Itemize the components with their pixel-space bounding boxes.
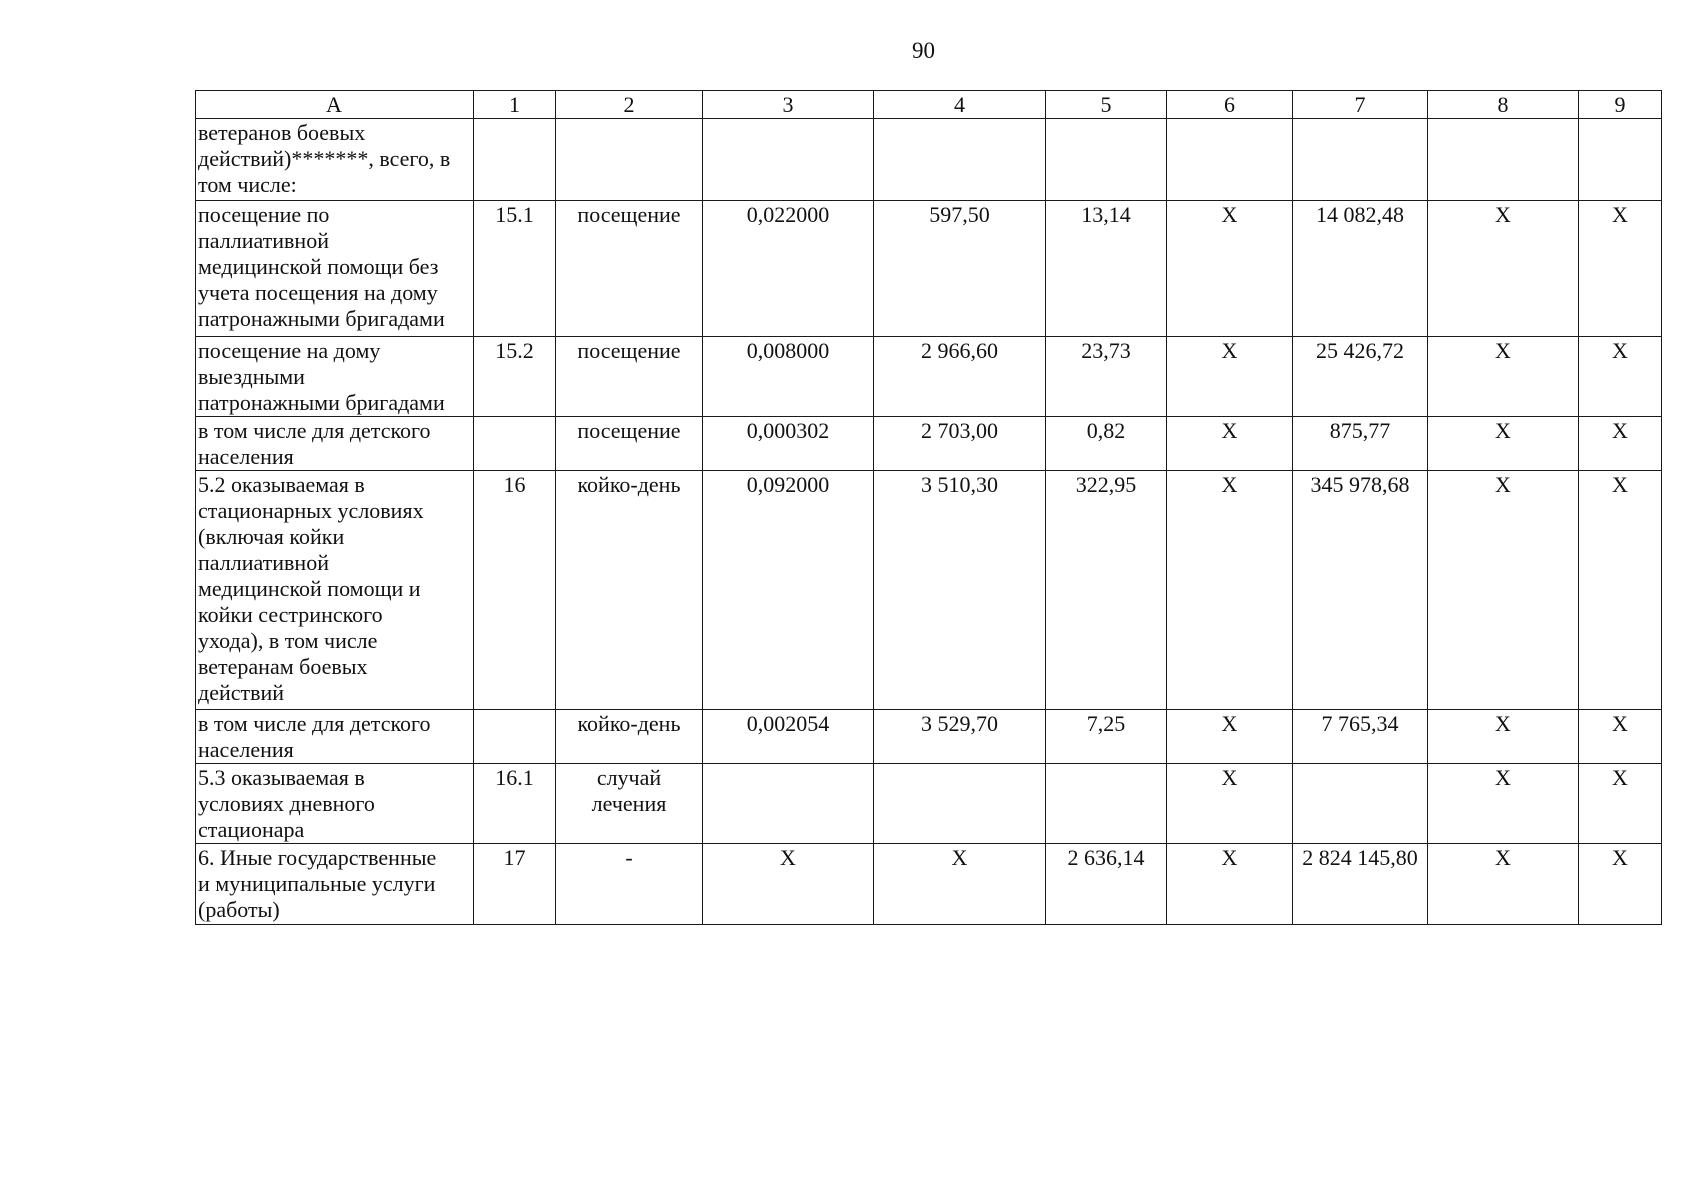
row-label-cell: посещение по паллиативной медицинской помощи без учета посещения на дому патронажными бригадами	[196, 201, 474, 337]
table-row	[196, 710, 1662, 764]
table-cell: 2 636,14	[1046, 844, 1167, 925]
data-table	[195, 90, 1662, 925]
table-cell: Х	[1579, 764, 1662, 844]
table-cell: случай лечения	[556, 764, 703, 844]
table-header-cell: 6	[1167, 91, 1293, 119]
table-cell: 597,50	[874, 201, 1046, 337]
table-header-cell: 4	[874, 91, 1046, 119]
table-cell: Х	[1579, 201, 1662, 337]
table-header-cell: 1	[474, 91, 556, 119]
table-cell: 0,82	[1046, 417, 1167, 471]
table-header-cell: 8	[1428, 91, 1579, 119]
table-header-cell: 7	[1293, 91, 1428, 119]
row-label-cell: ветеранов боевых действий)*******, всего, в том числе:	[196, 119, 474, 201]
table-cell: Х	[874, 844, 1046, 925]
table-cell: -	[556, 844, 703, 925]
row-label-cell: 5.3 оказываемая в условиях дневного стационара	[196, 764, 474, 844]
row-label-cell: посещение на дому выездными патронажными бригадами	[196, 337, 474, 417]
table-row	[196, 764, 1662, 844]
table-cell: посещение	[556, 201, 703, 337]
table-header-cell: А	[196, 91, 474, 119]
table-cell: Х	[1428, 710, 1579, 764]
table-row	[196, 337, 1662, 417]
table-cell: 2 966,60	[874, 337, 1046, 417]
table-cell: Х	[1428, 844, 1579, 925]
table-cell	[1046, 119, 1167, 201]
row-label-cell: в том числе для детского населения	[196, 710, 474, 764]
table-cell: 13,14	[1046, 201, 1167, 337]
table-cell: койко-день	[556, 471, 703, 710]
table-row	[196, 471, 1662, 710]
table-cell: Х	[1579, 337, 1662, 417]
table-header-row	[196, 91, 1662, 119]
table-cell	[874, 764, 1046, 844]
table-cell: 345 978,68	[1293, 471, 1428, 710]
table-cell	[1428, 119, 1579, 201]
table-cell	[1293, 764, 1428, 844]
table-cell: 0,008000	[703, 337, 874, 417]
table-cell: Х	[1428, 471, 1579, 710]
table-cell: 322,95	[1046, 471, 1167, 710]
table-cell: 0,022000	[703, 201, 874, 337]
table-cell: 875,77	[1293, 417, 1428, 471]
table-cell: 7,25	[1046, 710, 1167, 764]
table-cell: Х	[1428, 201, 1579, 337]
table-cell: 7 765,34	[1293, 710, 1428, 764]
table-cell: 15.1	[474, 201, 556, 337]
table-cell	[1579, 119, 1662, 201]
table-cell: Х	[1579, 417, 1662, 471]
table-cell	[874, 119, 1046, 201]
table-row	[196, 119, 1662, 201]
table-cell: 3 510,30	[874, 471, 1046, 710]
table-cell: Х	[1428, 764, 1579, 844]
table-cell: Х	[1167, 764, 1293, 844]
row-label-cell: 5.2 оказываемая в стационарных условиях (включая койки паллиативной медицинской помощи и койки сестринского ухода), в том числе ветеранам боевых действий	[196, 471, 474, 710]
table-cell	[1167, 119, 1293, 201]
table-cell: Х	[1579, 471, 1662, 710]
table-cell	[1293, 119, 1428, 201]
table-cell: 25 426,72	[1293, 337, 1428, 417]
table-cell: Х	[1167, 844, 1293, 925]
table-cell: 14 082,48	[1293, 201, 1428, 337]
table-cell: 2 824 145,80	[1293, 844, 1428, 925]
table-cell: Х	[1167, 471, 1293, 710]
table-cell: 0,000302	[703, 417, 874, 471]
table-cell: Х	[1167, 201, 1293, 337]
row-label-cell: в том числе для детского населения	[196, 417, 474, 471]
table-cell: 2 703,00	[874, 417, 1046, 471]
table-cell: Х	[1579, 710, 1662, 764]
table-cell	[474, 417, 556, 471]
table-cell: посещение	[556, 417, 703, 471]
table-cell	[703, 764, 874, 844]
table-cell: Х	[1167, 710, 1293, 764]
table-cell: 0,002054	[703, 710, 874, 764]
table-cell: Х	[1167, 417, 1293, 471]
table-cell	[556, 119, 703, 201]
table-header-cell: 2	[556, 91, 703, 119]
table-cell: Х	[703, 844, 874, 925]
table-cell: Х	[1428, 417, 1579, 471]
table-cell	[703, 119, 874, 201]
table-cell: койко-день	[556, 710, 703, 764]
table-cell: 3 529,70	[874, 710, 1046, 764]
table-cell: Х	[1167, 337, 1293, 417]
table-header-cell: 9	[1579, 91, 1662, 119]
table-row	[196, 417, 1662, 471]
table-header-cell: 3	[703, 91, 874, 119]
table-cell: 0,092000	[703, 471, 874, 710]
page-number: 90	[912, 38, 935, 63]
table-cell: 15.2	[474, 337, 556, 417]
table-cell: 16.1	[474, 764, 556, 844]
table-cell: Х	[1428, 337, 1579, 417]
table-cell	[1046, 764, 1167, 844]
table-cell	[474, 710, 556, 764]
table-cell: посещение	[556, 337, 703, 417]
table-cell: 16	[474, 471, 556, 710]
table-cell: Х	[1579, 844, 1662, 925]
table-cell	[474, 119, 556, 201]
row-label-cell: 6. Иные государственные и муниципальные услуги (работы)	[196, 844, 474, 925]
table-cell: 17	[474, 844, 556, 925]
table-cell: 23,73	[1046, 337, 1167, 417]
table-row	[196, 844, 1662, 925]
table-row	[196, 201, 1662, 337]
table-header-cell: 5	[1046, 91, 1167, 119]
